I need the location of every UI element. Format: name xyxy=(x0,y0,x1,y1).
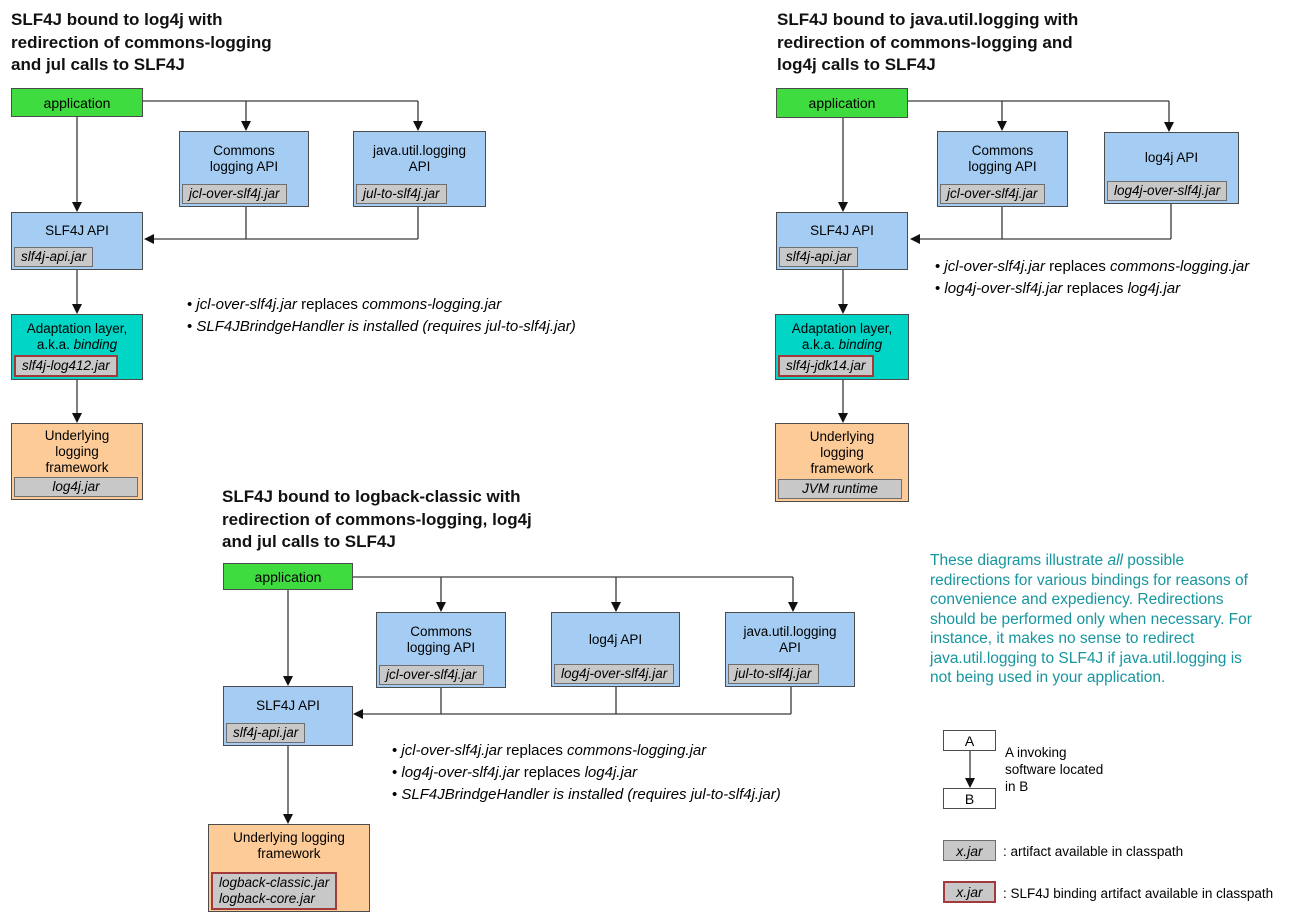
box-label: Underlying logging framework xyxy=(44,427,110,475)
log4j-api-box-d3 xyxy=(551,612,680,687)
jar-badge: jcl-over-slf4j.jar xyxy=(379,665,484,685)
arrowhead xyxy=(241,121,251,131)
jul-api-box-d3 xyxy=(725,612,855,687)
arrowhead xyxy=(283,814,293,824)
diagram2-title: SLF4J bound to java.util.logging with redirection of commons-logging and log4j calls to SLF4J xyxy=(777,10,1079,74)
box-label: SLF4J API xyxy=(810,223,874,238)
jar-badge: jul-to-slf4j.jar xyxy=(728,664,819,684)
diagram1-title: SLF4J bound to log4j with redirection of commons-logging and jul calls to SLF4J xyxy=(11,10,272,74)
arrowhead xyxy=(72,413,82,423)
arrowhead xyxy=(788,602,798,612)
binding-jar-badge: logback-classic.jar logback-core.jar xyxy=(211,872,337,910)
arrowhead xyxy=(611,602,621,612)
slf4j-api-box-d1 xyxy=(11,212,143,270)
commons-logging-api-box-d3 xyxy=(376,612,506,688)
box-label: log4j API xyxy=(588,631,643,647)
commons-logging-api-box-d2 xyxy=(937,131,1068,207)
arrowhead xyxy=(413,121,423,131)
bullet-item: • log4j-over-slf4j.jar replaces log4j.jar xyxy=(935,280,1181,297)
slf4j-api-box-d3 xyxy=(223,686,353,746)
bullet-item: • jcl-over-slf4j.jar replaces commons-logging.jar xyxy=(392,742,707,759)
jar-badge: jcl-over-slf4j.jar xyxy=(940,184,1045,204)
diagram3-title: SLF4J bound to logback-classic with redirection of commons-logging, log4j and jul calls to SLF4J xyxy=(222,487,532,551)
arrowhead xyxy=(144,234,154,244)
application-box-d1 xyxy=(11,88,143,117)
legend-invoking-text: A invoking software located in B xyxy=(1005,745,1104,794)
arrowhead xyxy=(72,202,82,212)
box-label: SLF4J API xyxy=(45,223,109,238)
arrowhead xyxy=(283,676,293,686)
jar-badge: jcl-over-slf4j.jar xyxy=(182,184,287,204)
bullet-item: • SLF4JBrindgeHandler is installed (requires jul-to-slf4j.jar) xyxy=(187,318,576,335)
underlying-framework-box-d3 xyxy=(208,824,370,912)
note-text: These diagrams illustrate all possible redirections for various bindings for reasons of convenience and expediency. Redirections should be performed only when necessary. For instance, it makes no sense to redirect java.util.logging to SLF4J if java.util.logging is not being used in your application. xyxy=(930,552,1252,686)
underlying-framework-box-d2 xyxy=(775,423,909,502)
bullet-item: • jcl-over-slf4j.jar replaces commons-logging.jar xyxy=(187,296,502,313)
box-label: java.util.logging API xyxy=(743,623,837,655)
box-label: Adaptation layer, a.k.a. binding xyxy=(26,321,128,352)
jar-badge: log4j-over-slf4j.jar xyxy=(1107,181,1227,201)
box-label: SLF4J API xyxy=(256,698,320,713)
commons-logging-api-box-d1 xyxy=(179,131,309,207)
bullet-item: • log4j-over-slf4j.jar replaces log4j.jar xyxy=(392,764,638,781)
jar-badge: slf4j-api.jar xyxy=(226,723,305,743)
jar-badge: log4j-over-slf4j.jar xyxy=(554,664,674,684)
bullet-item: • SLF4JBrindgeHandler is installed (requires jul-to-slf4j.jar) xyxy=(392,786,781,803)
box-label: Underlying logging framework xyxy=(233,830,345,861)
bullet-list-d3 xyxy=(392,740,781,806)
box-label: Commons logging API xyxy=(406,624,476,655)
jar-badge: log4j.jar xyxy=(14,477,138,497)
legend-binding-text: : SLF4J binding artifact available in classpath xyxy=(1003,886,1274,901)
arrowhead xyxy=(72,304,82,314)
arrowhead xyxy=(436,602,446,612)
application-label: application xyxy=(808,95,876,111)
arrowhead xyxy=(838,304,848,314)
arrowhead xyxy=(838,413,848,423)
arrowhead xyxy=(910,234,920,244)
arrowhead xyxy=(1164,122,1174,132)
binding-jar-badge: slf4j-jdk14.jar xyxy=(778,355,874,377)
application-label: application xyxy=(254,568,322,585)
arrowhead xyxy=(353,709,363,719)
slf4j-api-box-d2 xyxy=(776,212,908,270)
underlying-framework-box-d1 xyxy=(11,423,143,500)
bullet-item: • jcl-over-slf4j.jar replaces commons-logging.jar xyxy=(935,258,1250,275)
adaptation-layer-box-d1 xyxy=(11,314,143,380)
arrowhead xyxy=(965,778,975,788)
legend-artifact-text: : artifact available in classpath xyxy=(1003,844,1184,859)
legend-xjar-red: x.jar xyxy=(943,881,996,903)
binding-jar-badge: slf4j-log412.jar xyxy=(14,355,118,377)
legend-box-b: B xyxy=(943,788,996,809)
connectors-legend xyxy=(965,751,975,788)
box-label: Adaptation layer, a.k.a. binding xyxy=(791,321,893,352)
box-label: Underlying logging framework xyxy=(809,428,875,476)
bullet-list-d1 xyxy=(187,294,576,338)
application-box-d3 xyxy=(223,563,353,590)
arrowhead xyxy=(997,121,1007,131)
box-label: Commons logging API xyxy=(968,143,1037,174)
legend-box-a: A xyxy=(943,730,996,751)
jar-badge: JVM runtime xyxy=(778,479,902,499)
box-label: log4j API xyxy=(1144,150,1199,165)
bullet-list-d2 xyxy=(935,256,1249,300)
jul-api-box-d1 xyxy=(353,131,486,207)
application-label: application xyxy=(43,94,111,111)
jar-badge: jul-to-slf4j.jar xyxy=(356,184,447,204)
jar-badge: slf4j-api.jar xyxy=(779,247,858,267)
legend-xjar-gray: x.jar xyxy=(943,840,996,861)
application-box-d2 xyxy=(776,88,908,118)
box-label: java.util.logging API xyxy=(372,143,467,174)
arrowhead xyxy=(838,202,848,212)
jar-badge: slf4j-api.jar xyxy=(14,247,93,267)
box-label: Commons logging API xyxy=(209,143,279,174)
adaptation-layer-box-d2 xyxy=(775,314,909,380)
log4j-api-box-d2 xyxy=(1104,132,1239,204)
